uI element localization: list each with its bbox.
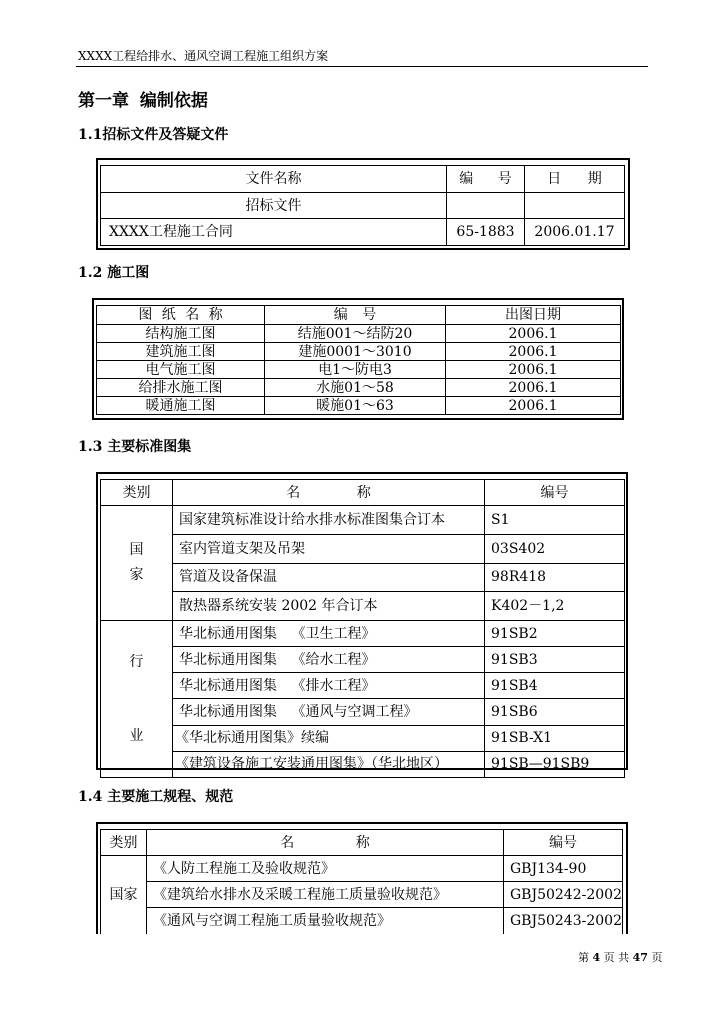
page-label-middle: 页 共 bbox=[603, 951, 630, 964]
table-header-row bbox=[97, 306, 621, 325]
number-cell: S1 bbox=[485, 506, 625, 535]
table-row bbox=[97, 397, 621, 415]
atlas-name-cell: 室内管道支架及吊架 bbox=[173, 534, 485, 563]
table-row bbox=[101, 193, 625, 219]
date-cell: 2006.1 bbox=[446, 397, 621, 415]
file-name-cell: 招标文件 bbox=[101, 193, 447, 219]
number-cell: GBJ50243-2002 bbox=[504, 908, 623, 934]
number-cell: 水施01～58 bbox=[265, 379, 446, 397]
column-header-date: 日 期 bbox=[525, 166, 625, 193]
number-cell: K402－1,2 bbox=[485, 592, 625, 621]
file-name-cell: XXXX工程施工合同 bbox=[101, 219, 447, 246]
number-cell: GBJ50242-2002 bbox=[504, 882, 623, 908]
atlas-name-cell: 散热器系统安装 2002 年合订本 bbox=[173, 592, 485, 621]
code-name-cell: 《人防工程施工及验收规范》 bbox=[147, 856, 504, 882]
number-cell: 建施0001～3010 bbox=[265, 343, 446, 361]
code-name-cell: 《通风与空调工程施工质量验收规范》 bbox=[147, 908, 504, 934]
category-cell-national: 国家 bbox=[101, 856, 147, 934]
number-cell: 91SB—91SB9 bbox=[485, 751, 625, 777]
column-header-name: 名 称 bbox=[173, 480, 485, 506]
page-footer bbox=[578, 951, 662, 965]
bidding-docs-table-frame bbox=[96, 158, 630, 250]
chapter-title: 第一章 编制依据 bbox=[78, 91, 208, 111]
number-cell: 91SB4 bbox=[485, 673, 625, 699]
category-label bbox=[101, 653, 172, 745]
date-cell: 2006.1 bbox=[446, 379, 621, 397]
atlas-name-cell: 华北标通用图集 《给水工程》 bbox=[173, 647, 485, 673]
atlas-name-cell: 《华北标通用图集》续编 bbox=[173, 725, 485, 751]
atlas-name-cell: 国家建筑标准设计给水排水标准图集合订本 bbox=[173, 506, 485, 535]
page-label-suffix: 页 bbox=[651, 951, 663, 964]
date-cell: 2006.1 bbox=[446, 343, 621, 361]
atlas-name-cell: 华北标通用图集 《排水工程》 bbox=[173, 673, 485, 699]
column-header-category: 类别 bbox=[101, 830, 147, 856]
date-cell bbox=[525, 193, 625, 219]
date-cell: 2006.1 bbox=[446, 325, 621, 343]
drawing-name-cell: 暖通施工图 bbox=[97, 397, 265, 415]
number-cell: 98R418 bbox=[485, 563, 625, 592]
table-row bbox=[101, 534, 625, 563]
table-row bbox=[101, 621, 625, 647]
column-header-number: 编 号 bbox=[265, 306, 446, 325]
column-header-name: 名 称 bbox=[147, 830, 504, 856]
number-cell: 结施001～结防20 bbox=[265, 325, 446, 343]
table-row bbox=[101, 592, 625, 621]
column-header-number: 编号 bbox=[504, 830, 623, 856]
current-page-number: 4 bbox=[592, 951, 601, 964]
drawings-table bbox=[96, 305, 621, 415]
number-cell: 电1～防电3 bbox=[265, 361, 446, 379]
bidding-docs-table bbox=[100, 165, 625, 246]
column-header-issue-date: 出图日期 bbox=[446, 306, 621, 325]
date-cell: 2006.1 bbox=[446, 361, 621, 379]
table-header-row bbox=[101, 830, 623, 856]
table-row bbox=[101, 856, 623, 882]
number-cell: GBJ134-90 bbox=[504, 856, 623, 882]
drawing-name-cell: 结构施工图 bbox=[97, 325, 265, 343]
drawing-name-cell: 给排水施工图 bbox=[97, 379, 265, 397]
table-header-row bbox=[101, 480, 625, 506]
category-char: 业 bbox=[129, 728, 144, 744]
column-header-file-name: 文件名称 bbox=[101, 166, 447, 193]
table-row bbox=[97, 325, 621, 343]
number-cell bbox=[447, 193, 525, 219]
category-char: 国 bbox=[129, 542, 144, 558]
column-header-number: 编 号 bbox=[447, 166, 525, 193]
table-row bbox=[101, 219, 625, 246]
section-heading-bidding-docs: 1.1招标文件及答疑文件 bbox=[78, 127, 229, 143]
atlas-name-cell: 华北标通用图集 《通风与空调工程》 bbox=[173, 699, 485, 725]
table-row bbox=[101, 908, 623, 934]
number-cell: 91SB-X1 bbox=[485, 725, 625, 751]
document-header: XXXX工程给排水、通风空调工程施工组织方案 bbox=[76, 48, 648, 67]
category-label bbox=[101, 538, 172, 588]
table-row bbox=[101, 563, 625, 592]
table-row bbox=[101, 673, 625, 699]
section-heading-standard-atlases: 1.3 主要标准图集 bbox=[78, 439, 192, 455]
category-cell-industry bbox=[101, 621, 173, 778]
date-cell: 2006.01.17 bbox=[525, 219, 625, 246]
table-row bbox=[101, 725, 625, 751]
atlas-name-cell: 管道及设备保温 bbox=[173, 563, 485, 592]
number-cell: 暖施01～63 bbox=[265, 397, 446, 415]
drawing-name-cell: 电气施工图 bbox=[97, 361, 265, 379]
category-cell-national bbox=[101, 506, 173, 621]
atlas-name-cell: 《建筑设备施工安装通用图集》（华北地区） bbox=[173, 751, 485, 777]
number-cell: 91SB3 bbox=[485, 647, 625, 673]
codes-table bbox=[100, 829, 623, 934]
drawings-table-frame bbox=[92, 298, 624, 420]
standard-atlases-table-frame bbox=[96, 472, 628, 773]
section-heading-drawings: 1.2 施工图 bbox=[78, 265, 150, 281]
number-cell: 03S402 bbox=[485, 534, 625, 563]
number-cell: 91SB2 bbox=[485, 621, 625, 647]
section-heading-codes: 1.4 主要施工规程、规范 bbox=[78, 789, 234, 805]
table-row bbox=[101, 882, 623, 908]
table-row bbox=[101, 751, 625, 777]
column-header-category: 类别 bbox=[101, 480, 173, 506]
standard-atlases-table bbox=[100, 479, 625, 778]
category-char: 行 bbox=[129, 654, 144, 670]
table-row bbox=[101, 506, 625, 535]
number-cell: 91SB6 bbox=[485, 699, 625, 725]
column-header-drawing-name: 图 纸 名 称 bbox=[97, 306, 265, 325]
category-char: 家 bbox=[129, 567, 144, 583]
table-row bbox=[97, 379, 621, 397]
table-row bbox=[97, 361, 621, 379]
atlas-name-cell: 华北标通用图集 《卫生工程》 bbox=[173, 621, 485, 647]
table-row bbox=[97, 343, 621, 361]
drawing-name-cell: 建筑施工图 bbox=[97, 343, 265, 361]
codes-table-frame bbox=[96, 822, 628, 934]
number-cell: 65-1883 bbox=[447, 219, 525, 246]
column-header-number: 编号 bbox=[485, 480, 625, 506]
total-page-count: 47 bbox=[632, 951, 648, 964]
table-header-row bbox=[101, 166, 625, 193]
page-label-prefix: 第 bbox=[578, 951, 589, 964]
table-row bbox=[101, 647, 625, 673]
table-row bbox=[101, 699, 625, 725]
code-name-cell: 《建筑给水排水及采暖工程施工质量验收规范》 bbox=[147, 882, 504, 908]
